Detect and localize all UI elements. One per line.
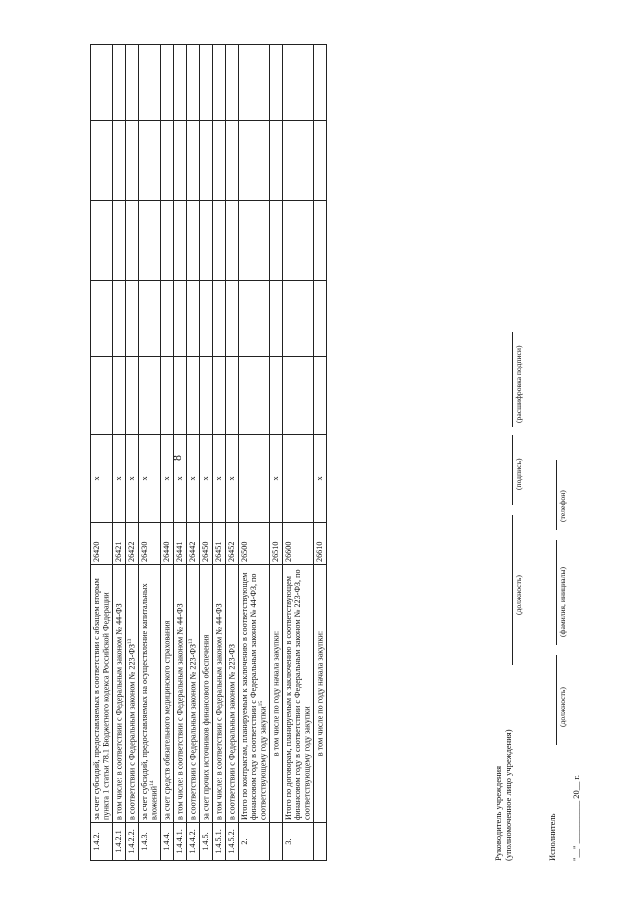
table-row xyxy=(186,45,199,861)
empty-cell xyxy=(199,281,212,357)
row-x-mark: x xyxy=(199,435,212,523)
row-number: 1.4.4. xyxy=(161,823,174,861)
empty-cell xyxy=(91,281,113,357)
table-row xyxy=(138,45,160,861)
caption-exec-name: (фамилия, инициалы) xyxy=(558,566,567,637)
empty-cell xyxy=(126,201,139,281)
empty-cell xyxy=(91,357,113,435)
executor-label: Исполнитель xyxy=(547,813,557,861)
empty-cell xyxy=(138,201,160,281)
row-number: 1.4.4.2. xyxy=(186,823,199,861)
row-code: 26451 xyxy=(212,523,225,565)
row-label xyxy=(138,565,160,823)
caption-exec-position: (должность) xyxy=(558,687,567,727)
empty-cell xyxy=(314,201,327,281)
row-x-mark: x xyxy=(314,435,327,523)
row-label-text: Итого по договорам, планируемым к заключению в соответствующем финансовом году в соответствии с Федеральным законом № 223-ФЗ, по соответствующему году закупки xyxy=(283,569,312,820)
empty-cell xyxy=(173,281,186,357)
row-number: 1.4.2.2. xyxy=(126,823,139,861)
empty-cell xyxy=(212,45,225,121)
empty-cell xyxy=(282,45,313,121)
row-code: 26510 xyxy=(269,523,282,565)
empty-cell xyxy=(161,281,174,357)
row-number: 3. xyxy=(282,823,313,861)
empty-cell xyxy=(269,121,282,201)
table-row xyxy=(314,45,327,861)
empty-cell xyxy=(199,357,212,435)
row-code: 26442 xyxy=(186,523,199,565)
empty-cell xyxy=(225,121,238,201)
row-code: 26441 xyxy=(173,523,186,565)
row-label xyxy=(225,565,238,823)
row-label xyxy=(161,565,174,823)
row-x-mark xyxy=(282,435,313,523)
row-label-text: за счет средств обязательного медицинского страхования xyxy=(162,620,172,820)
empty-cell xyxy=(314,45,327,121)
footnote-ref: 13 xyxy=(127,638,134,645)
empty-cell xyxy=(269,201,282,281)
row-number xyxy=(269,823,282,861)
row-label-text: в том числе: в соответствии с Федеральным законом № 44-ФЗ xyxy=(175,603,185,820)
date-line: "__" __________ 20__ г. xyxy=(571,775,581,861)
row-number: 1.4.4.1. xyxy=(173,823,186,861)
empty-cell xyxy=(238,201,269,281)
caption-signature: (подпись) xyxy=(514,458,523,490)
empty-cell xyxy=(138,45,160,121)
head-subtitle: (уполномоченное лицо учреждения) xyxy=(503,729,513,861)
row-x-mark xyxy=(238,435,269,523)
table-row xyxy=(269,45,282,861)
row-label xyxy=(113,565,126,823)
empty-cell xyxy=(238,45,269,121)
row-number xyxy=(314,823,327,861)
row-x-mark: x xyxy=(173,435,186,523)
row-number: 1.4.3. xyxy=(138,823,160,861)
row-label-text: в том числе по году начала закупки: xyxy=(271,630,281,757)
empty-cell xyxy=(91,45,113,121)
table-row xyxy=(212,45,225,861)
empty-cell xyxy=(314,357,327,435)
table-row xyxy=(161,45,174,861)
caption-exec-phone: (телефон) xyxy=(558,490,567,522)
empty-cell xyxy=(212,357,225,435)
empty-cell xyxy=(314,281,327,357)
empty-cell xyxy=(269,281,282,357)
row-label xyxy=(238,565,269,823)
empty-cell xyxy=(126,121,139,201)
empty-cell xyxy=(161,357,174,435)
empty-cell xyxy=(212,201,225,281)
empty-cell xyxy=(238,357,269,435)
empty-cell xyxy=(173,201,186,281)
empty-cell xyxy=(225,357,238,435)
empty-cell xyxy=(225,201,238,281)
empty-cell xyxy=(113,357,126,435)
table-row xyxy=(126,45,139,861)
table-row xyxy=(173,45,186,861)
row-x-mark: x xyxy=(225,435,238,523)
row-x-mark: x xyxy=(212,435,225,523)
row-label xyxy=(173,565,186,823)
empty-cell xyxy=(186,357,199,435)
empty-cell xyxy=(91,201,113,281)
row-label-text: в соответствии с Федеральным законом № 223-ФЗ xyxy=(127,644,137,820)
row-x-mark: x xyxy=(91,435,113,523)
empty-cell xyxy=(126,45,139,121)
row-x-mark: x xyxy=(126,435,139,523)
row-code: 26610 xyxy=(314,523,327,565)
empty-cell xyxy=(282,121,313,201)
row-label xyxy=(91,565,113,823)
empty-cell xyxy=(113,201,126,281)
row-label-text: Итого по контрактам, планируемым к заключению в соответствующем финансовом году в соответствии с Федеральным законом № 44-ФЗ, по соответствующему году закупки xyxy=(239,572,268,820)
empty-cell xyxy=(113,281,126,357)
row-code: 26600 xyxy=(282,523,313,565)
exec-name-line xyxy=(556,540,557,645)
empty-cell xyxy=(173,45,186,121)
head-title: Руководитель учреждения xyxy=(493,765,503,861)
empty-cell xyxy=(186,201,199,281)
row-label xyxy=(212,565,225,823)
empty-cell xyxy=(138,121,160,201)
empty-cell xyxy=(113,45,126,121)
empty-cell xyxy=(186,121,199,201)
empty-cell xyxy=(161,121,174,201)
empty-cell xyxy=(199,201,212,281)
row-label xyxy=(269,565,282,823)
empty-cell xyxy=(238,121,269,201)
table-row xyxy=(282,45,313,861)
row-label-text: за счет субсидий, предоставляемых на осуществление капитальных вложений xyxy=(139,583,159,820)
table-row xyxy=(225,45,238,861)
row-number: 1.4.5.2. xyxy=(225,823,238,861)
empty-cell xyxy=(126,357,139,435)
row-code: 26452 xyxy=(225,523,238,565)
table-row xyxy=(91,45,113,861)
row-label-text: в том числе: в соответствии с Федеральным законом № 44-ФЗ xyxy=(214,603,224,820)
table-row xyxy=(238,45,269,861)
row-number: 1.4.2.1 xyxy=(113,823,126,861)
empty-cell xyxy=(282,357,313,435)
empty-cell xyxy=(225,45,238,121)
empty-cell xyxy=(238,281,269,357)
row-number: 1.4.5.1. xyxy=(212,823,225,861)
row-label xyxy=(199,565,212,823)
row-number: 2. xyxy=(238,823,269,861)
caption-position: (должность) xyxy=(514,575,523,615)
empty-cell xyxy=(199,121,212,201)
footnote-ref: 14 xyxy=(149,780,156,786)
row-label-text: в том числе: в соответствии с Федеральным законом № 44-ФЗ xyxy=(114,603,124,820)
row-x-mark: x xyxy=(113,435,126,523)
empty-cell xyxy=(186,45,199,121)
footnote-ref: 15 xyxy=(257,700,264,707)
row-label xyxy=(126,565,139,823)
empty-cell xyxy=(161,201,174,281)
empty-cell xyxy=(91,121,113,201)
row-x-mark: x xyxy=(269,435,282,523)
empty-cell xyxy=(126,281,139,357)
row-label-text: в соответствии с Федеральным законом № 223-ФЗ xyxy=(227,644,237,820)
row-number: 1.4.5. xyxy=(199,823,212,861)
row-code: 26450 xyxy=(199,523,212,565)
row-label-text: за счет прочих источников финансового обеспечения xyxy=(201,634,211,820)
row-code: 26440 xyxy=(161,523,174,565)
page-number: 8 xyxy=(170,455,184,461)
row-code: 26430 xyxy=(138,523,160,565)
empty-cell xyxy=(314,121,327,201)
empty-cell xyxy=(282,201,313,281)
purchase-table xyxy=(90,44,327,861)
empty-cell xyxy=(161,45,174,121)
empty-cell xyxy=(212,281,225,357)
row-code: 26421 xyxy=(113,523,126,565)
empty-cell xyxy=(282,281,313,357)
row-label-text: в соответствии с Федеральным законом № 223-ФЗ xyxy=(188,644,198,820)
empty-cell xyxy=(186,281,199,357)
row-label-text: в том числе по году начала закупки: xyxy=(315,630,325,757)
caption-decoding: (расшифровка подписи) xyxy=(514,345,523,423)
empty-cell xyxy=(212,121,225,201)
empty-cell xyxy=(225,281,238,357)
empty-cell xyxy=(269,357,282,435)
table-row xyxy=(199,45,212,861)
exec-phone-line xyxy=(556,460,557,530)
empty-cell xyxy=(269,45,282,121)
decoding-line xyxy=(512,332,513,427)
row-code: 26500 xyxy=(238,523,269,565)
signature-line xyxy=(512,435,513,505)
row-label xyxy=(314,565,327,823)
row-x-mark: x xyxy=(186,435,199,523)
row-label xyxy=(282,565,313,823)
row-x-mark: x xyxy=(161,435,174,523)
exec-position-line xyxy=(556,655,557,745)
empty-cell xyxy=(199,45,212,121)
empty-cell xyxy=(138,281,160,357)
table-row xyxy=(113,45,126,861)
empty-cell xyxy=(173,121,186,201)
empty-cell xyxy=(138,357,160,435)
row-code: 26420 xyxy=(91,523,113,565)
footnote-ref: 13 xyxy=(187,638,194,645)
position-line xyxy=(512,515,513,665)
row-number: 1.4.2. xyxy=(91,823,113,861)
row-label-text: за счет субсидий, предоставляемых в соответствии с абзацем вторым пункта 1 статьи 78.1 Бюджетного кодекса Российской Федерации xyxy=(92,578,111,820)
row-x-mark: x xyxy=(138,435,160,523)
empty-cell xyxy=(173,357,186,435)
empty-cell xyxy=(113,121,126,201)
row-label xyxy=(186,565,199,823)
row-code: 26422 xyxy=(126,523,139,565)
